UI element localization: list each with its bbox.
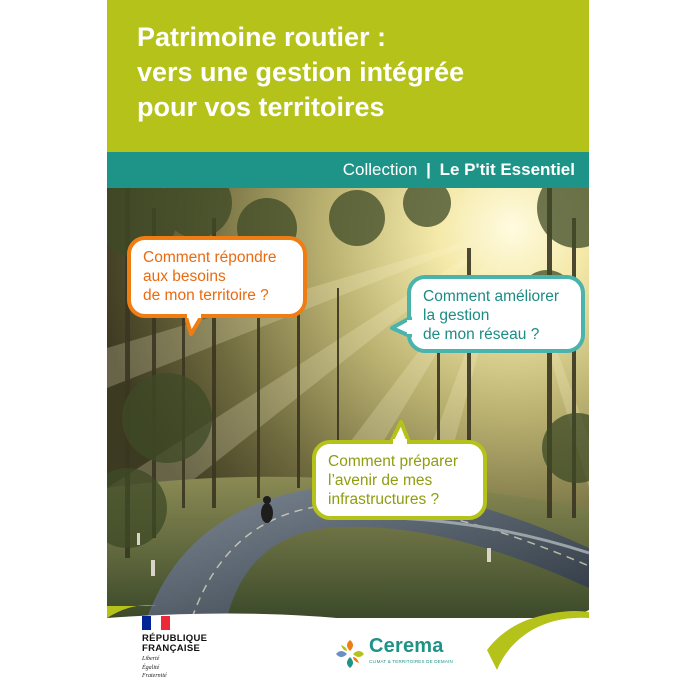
bubble-1-line-3: de mon territoire ? [143,287,269,304]
motto-egalite: Égalité [142,664,160,671]
republique-francaise-logo [142,616,212,680]
bubble-3-line-2: l’avenir de mes [328,472,433,489]
bubble-3-tail [389,420,411,444]
collection-prefix: Collection [342,160,418,179]
bubble-2-tail [390,316,412,340]
marianne-flag-icon [142,616,170,630]
title-line-3: pour vos territoires [137,92,385,122]
collection-separator: | [426,160,431,179]
page-title [137,20,577,125]
title-line-2: vers une gestion intégrée [137,57,465,87]
bubble-3-line-1: Comment préparer [328,453,459,470]
cover-page [107,0,589,683]
bubble-1-line-1: Comment répondre [143,249,277,266]
forest-road-photo [107,188,589,618]
motto-fraternite: Fraternité [142,673,167,679]
bubble-2-line-3: de mon réseau ? [423,326,540,343]
bubble-1-line-2: aux besoins [143,268,226,285]
collection-name: Le P'tit Essentiel [439,160,575,179]
header-banner [107,0,589,152]
question-bubble-network [407,275,585,353]
question-bubble-infrastructure [312,440,487,520]
cerema-emblem-icon [333,637,367,671]
cerema-name: Cerema [369,635,444,657]
republique-line-1: RÉPUBLIQUE [142,633,208,644]
bubble-3-line-3: infrastructures ? [328,491,440,508]
bubble-1-tail [185,314,209,336]
collection-band [107,152,589,188]
republique-line-2: FRANÇAISE [142,643,201,654]
cerema-logo [333,637,463,677]
motto-liberte: Liberté [142,656,160,662]
cerema-tagline: CLIMAT & TERRITOIRES DE DEMAIN [369,659,453,664]
question-bubble-territory [127,236,307,318]
bubble-2-line-1: Comment améliorer [423,288,560,305]
title-line-1: Patrimoine routier : [137,22,387,52]
bubble-2-line-2: la gestion [423,307,490,324]
